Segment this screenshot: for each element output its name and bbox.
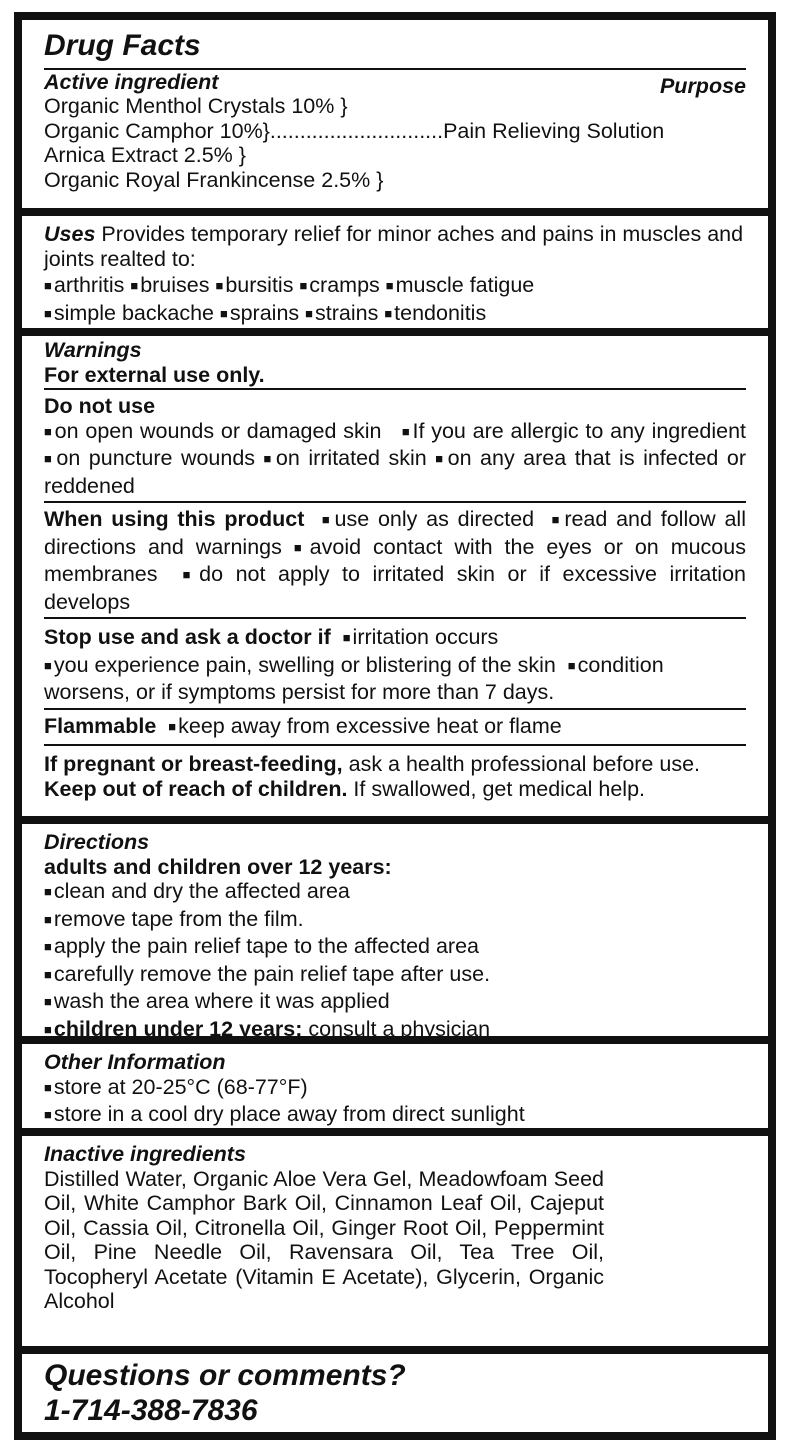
external-use-text: For external use only. bbox=[44, 363, 746, 391]
purpose-text: Pain Relieving Solution bbox=[443, 118, 665, 143]
uses-item: ■ simple backache bbox=[44, 301, 214, 325]
stop-use-heading: Stop use and ask a doctor if bbox=[44, 625, 331, 649]
questions-heading: Questions or comments? bbox=[44, 1359, 406, 1392]
children-heading: Keep out of reach of children. bbox=[44, 776, 348, 801]
warnings-heading: Warnings bbox=[44, 338, 142, 362]
uses-item: ■ bruises bbox=[130, 273, 209, 297]
active-line-1: Organic Menthol Crystals 10% } bbox=[44, 94, 348, 118]
do-not-use-item: ■ If you are allergic to any ingredient bbox=[402, 419, 746, 443]
children-body: If swallowed, get medical help. bbox=[347, 776, 646, 801]
stop-use-item: ■ you experience pain, swelling or blistering of the skin bbox=[44, 653, 556, 677]
directions-children bbox=[44, 1017, 746, 1045]
other-information-item: ■ store in a cool dry place away from direct sunlight bbox=[44, 1102, 746, 1130]
directions-section bbox=[22, 824, 768, 1041]
do-not-use-item: ■ on puncture wounds bbox=[44, 446, 255, 470]
stop-use-text bbox=[44, 625, 746, 710]
stop-use-item: ■ condition worsens, or if symptoms persist for more than 7 days. bbox=[44, 653, 664, 705]
directions-heading: Directions bbox=[44, 830, 150, 854]
uses-item: ■ cramps bbox=[299, 273, 379, 297]
stop-use-item: ■ irritation occurs bbox=[343, 625, 499, 649]
warnings-section bbox=[22, 336, 768, 816]
other-information-item: ■ store at 20-25°C (68-77°F) bbox=[44, 1075, 746, 1103]
when-using-item: ■ avoid contact with the eyes or on mucous membranes bbox=[44, 535, 746, 587]
flammable-text bbox=[44, 714, 746, 747]
directions-item: ■ clean and dry the affected area bbox=[44, 879, 746, 907]
pregnant-body: ask a health professional before use. bbox=[342, 752, 701, 776]
uses-section bbox=[22, 216, 768, 328]
do-not-use-item: ■ on irritated skin bbox=[264, 446, 427, 470]
active-line-4: Organic Royal Frankincense 2.5% } bbox=[44, 167, 384, 192]
phone-number: 1-714-388-7836 bbox=[44, 1394, 258, 1427]
other-information-heading: Other Information bbox=[44, 1050, 226, 1074]
when-using-item: ■ read and follow all directions and warnings bbox=[44, 507, 746, 559]
active-ingredient-section bbox=[22, 20, 768, 208]
when-using-text bbox=[44, 507, 746, 619]
uses-intro-text: Provides temporary relief for minor aches and pains in muscles and joints realted to: bbox=[44, 222, 744, 271]
uses-list-row-1 bbox=[44, 273, 746, 301]
directions-item: ■ remove tape from the film. bbox=[44, 907, 746, 935]
directions-item: ■ apply the pain relief tape to the affected area bbox=[44, 934, 746, 962]
active-ingredient-heading: Active ingredient bbox=[44, 70, 219, 94]
uses-item: ■ muscle fatigue bbox=[386, 273, 535, 297]
uses-heading: Uses bbox=[44, 222, 96, 246]
uses-list-row-2 bbox=[44, 301, 746, 329]
do-not-use-text bbox=[44, 419, 746, 504]
when-using-heading: When using this product bbox=[44, 507, 305, 531]
purpose-heading: Purpose bbox=[659, 74, 746, 98]
pregnant-heading: If pregnant or breast-feeding, bbox=[44, 752, 343, 776]
do-not-use-item: ■ on open wounds or damaged skin bbox=[44, 419, 381, 443]
other-information-section bbox=[22, 1044, 768, 1128]
when-using-item: ■ use only as directed bbox=[322, 507, 534, 531]
uses-item: ■ tendonitis bbox=[384, 301, 486, 325]
inactive-ingredients-section bbox=[22, 1136, 768, 1346]
do-not-use-item: ■ on any area that is infected or reddened bbox=[44, 446, 746, 498]
inactive-ingredients-heading: Inactive ingredients bbox=[44, 1142, 246, 1166]
directions-subheading: adults and children over 12 years: bbox=[44, 854, 392, 879]
uses-item: ■ bursitis bbox=[215, 273, 293, 297]
children-text bbox=[44, 777, 746, 802]
uses-intro bbox=[44, 222, 746, 271]
flammable-heading: Flammable bbox=[44, 713, 157, 738]
uses-item: ■ strains bbox=[305, 301, 378, 325]
active-line-2 bbox=[44, 119, 746, 144]
uses-item: ■ arthritis bbox=[44, 273, 124, 297]
uses-item: ■ sprains bbox=[220, 301, 299, 325]
pregnant-text bbox=[44, 752, 746, 777]
when-using-item: ■ do not apply to irritated skin or if excessive irritation develops bbox=[44, 562, 746, 614]
drug-facts-title: Drug Facts bbox=[44, 20, 746, 70]
active-line-3: Arnica Extract 2.5% } bbox=[44, 143, 246, 167]
directions-children-heading: children under 12 years: bbox=[53, 1016, 303, 1041]
active-line-2-text: Organic Camphor 10%}............................. bbox=[44, 118, 444, 143]
directions-item: ■ carefully remove the pain relief tape after use. bbox=[44, 962, 746, 990]
questions-section bbox=[22, 1354, 768, 1432]
do-not-use-heading: Do not use bbox=[44, 394, 156, 418]
flammable-item: ■ keep away from excessive heat or flame bbox=[168, 714, 561, 738]
directions-children-text: consult a physician bbox=[302, 1016, 491, 1041]
directions-item: ■ wash the area where it was applied bbox=[44, 989, 746, 1017]
drug-facts-label bbox=[14, 12, 776, 1440]
inactive-ingredients-text: Distilled Water, Organic Aloe Vera Gel, Meadowfoam Seed Oil, White Camphor Bark Oil, Cinnamon Leaf Oil, Cajeput Oil, Cassia Oil, Citronella Oil, Ginger Root Oil, Peppermint Oil, Pine Needle Oil, Ravensara Oil, Tea Tree Oil, Tocopheryl Acetate (Vitamin E Acetate), Glycerin, Organic Alcohol bbox=[44, 1166, 604, 1313]
